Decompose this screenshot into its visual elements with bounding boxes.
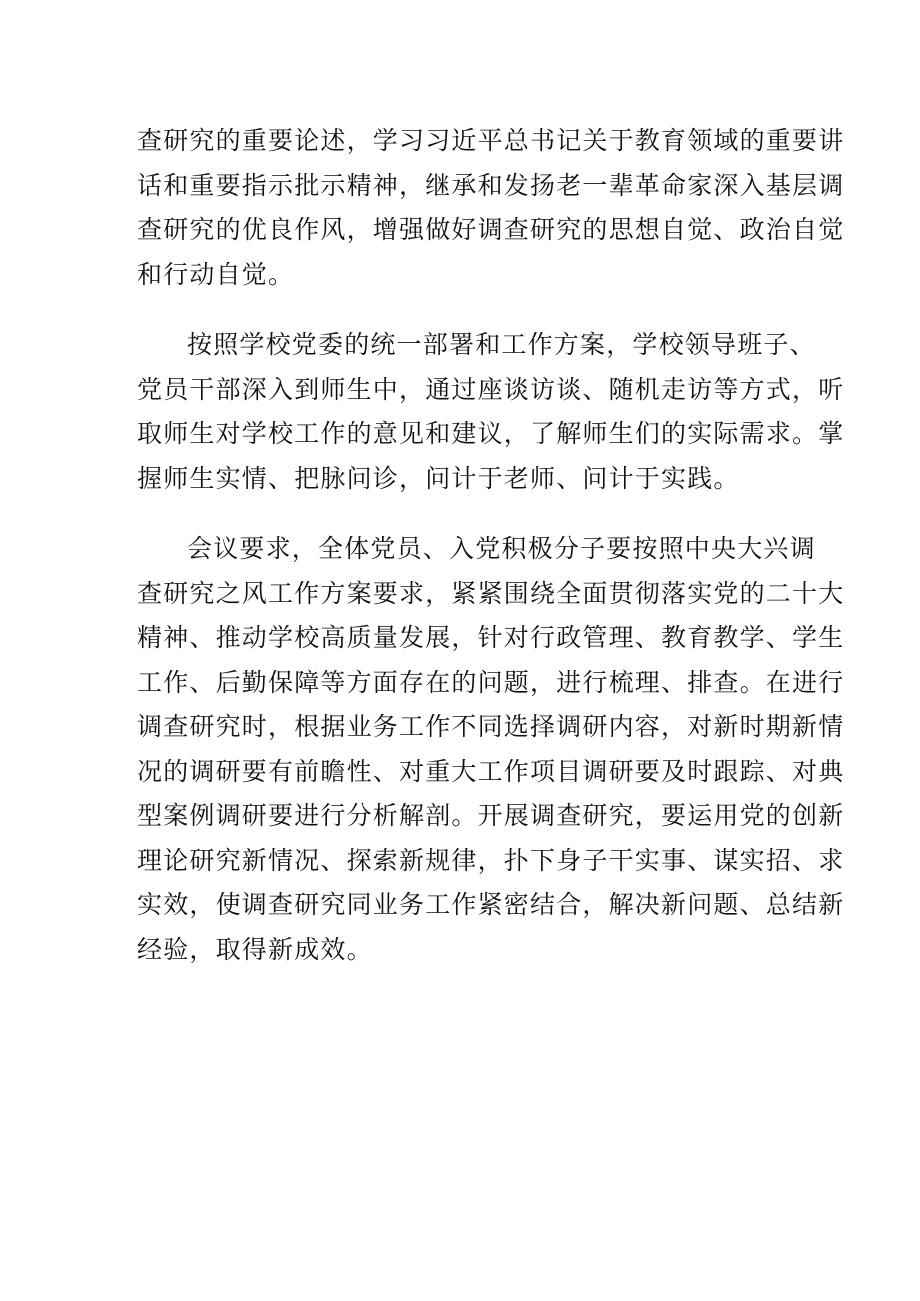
paragraph-line: 会议要求，全体党员、入党积极分子要按照中央大兴调: [187, 534, 816, 563]
paragraph-3: [137, 527, 845, 972]
paragraph-line: 查研究的优良作风，增强做好调查研究的思想自觉、政治自觉: [137, 215, 845, 244]
paragraph-line: 经验，取得新成效。: [137, 934, 373, 964]
paragraph-1: [137, 119, 845, 297]
paragraph-line: 况的调研要有前瞻性、对重大工作项目调研要及时跟踪、对典: [137, 756, 845, 786]
paragraph-line: 实效，使调查研究同业务工作紧密结合，解决新问题、总结新: [137, 890, 845, 919]
paragraph-line: 握师生实情、把脉问诊，问计于老师、问计于实践。: [137, 463, 740, 493]
paragraph-line: 党员干部深入到师生中，通过座谈访谈、随机走访等方式，听: [137, 374, 845, 404]
paragraph-line: 按照学校党委的统一部署和工作方案，学校领导班子、: [187, 330, 816, 359]
paragraph-line: 型案例调研要进行分析解剖。开展调查研究，要运用党的创新: [137, 801, 845, 830]
paragraph-line: 查研究之风工作方案要求，紧紧围绕全面贯彻落实党的二十大: [137, 578, 845, 608]
paragraph-2: [137, 323, 845, 501]
paragraph-line: 工作、后勤保障等方面存在的问题，进行梳理、排查。在进行: [137, 667, 845, 697]
paragraph-line: 取师生对学校工作的意见和建议，了解师生们的实际需求。掌: [137, 419, 845, 448]
paragraph-line: 理论研究新情况、探索新规律，扑下身子干实事、谋实招、求: [137, 845, 845, 875]
paragraph-line: 和行动自觉。: [137, 259, 295, 289]
paragraph-line: 查研究的重要论述，学习习近平总书记关于教育领域的重要讲: [137, 126, 845, 155]
paragraph-line: 调查研究时，根据业务工作不同选择调研内容，对新时期新情: [137, 712, 845, 741]
paragraph-line: 精神、推动学校高质量发展，针对行政管理、教育教学、学生: [137, 623, 845, 652]
paragraph-line: 话和重要指示批示精神，继承和发扬老一辈革命家深入基层调: [137, 170, 845, 200]
